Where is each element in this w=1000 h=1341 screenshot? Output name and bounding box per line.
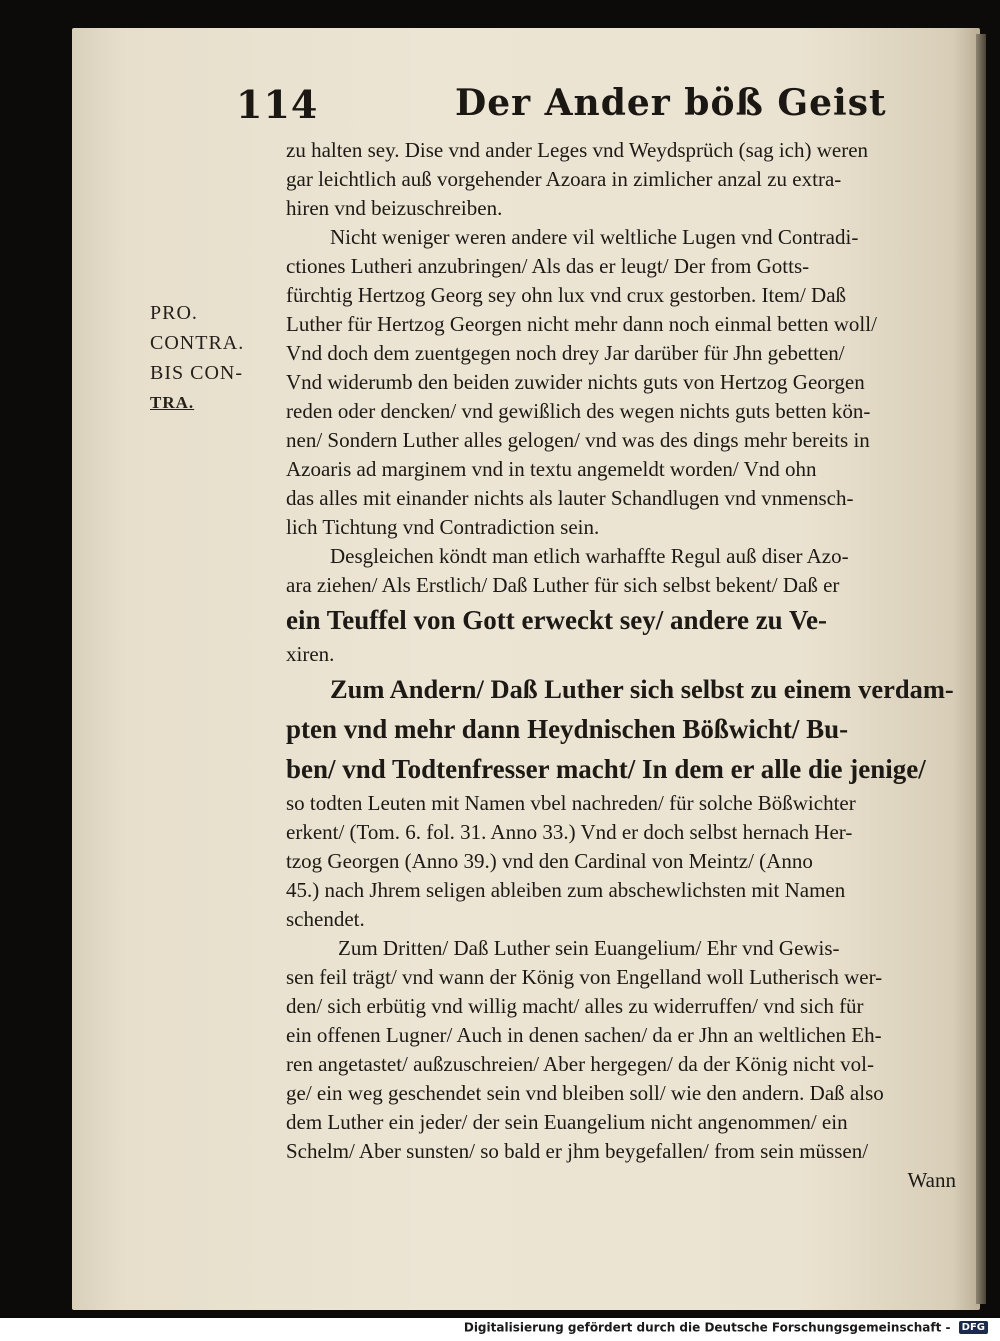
text-line: sen feil trägt/ vnd wann der König von Engelland woll Lutherisch wer- — [286, 965, 883, 989]
footer-credit: Digitalisierung gefördert durch die Deutsche Forschungsgemeinschaft - — [463, 1320, 951, 1335]
text-line: ein offenen Lugner/ Auch in denen sachen/ da er Jhn an weltlichen Eh- — [286, 1023, 882, 1047]
text-line: den/ sich erbütig vnd willig macht/ alles zu widerruffen/ vnd sich für — [286, 994, 864, 1018]
text-line: zu halten sey. Dise vnd ander Leges vnd Weydsprüch (sag ich) weren — [286, 138, 869, 162]
text-line: hiren vnd beizuschreiben. — [286, 196, 503, 220]
marginal-line: BIS CON- — [150, 362, 244, 384]
text-line: Zum Dritten/ Daß Luther sein Euangelium/ Ehr vnd Gewis- — [338, 936, 840, 960]
emphasis-line: ben/ vnd Todtenfresser macht/ In dem er alle die jenige/ — [286, 754, 926, 784]
text-line: lich Tichtung vnd Contradiction sein. — [286, 515, 600, 539]
text-line: Desgleichen köndt man etlich warhaffte Regul auß diser Azo- — [330, 544, 849, 568]
text-line: tzog Georgen (Anno 39.) vnd den Cardinal von Meintz/ (Anno — [286, 849, 813, 873]
text-line: Vnd doch dem zuentgegen noch drey Jar darüber für Jhn gebetten/ — [286, 341, 845, 365]
text-line: fürchtig Hertzog Georg sey ohn lux vnd crux gestorben. Item/ Daß — [286, 283, 847, 307]
text-line: ctiones Lutheri anzubringen/ Als das er leugt/ Der from Gotts- — [286, 254, 810, 278]
text-line: Luther für Hertzog Georgen nicht mehr dann noch einmal betten woll/ — [286, 312, 877, 336]
text-line: das alles mit einander nichts als lauter Schandlugen vnd vnmensch- — [286, 486, 854, 510]
page-number: 114 — [236, 82, 319, 127]
marginal-line: TRA. — [150, 393, 195, 412]
text-line: 45.) nach Jhrem seligen ableiben zum abschewlichsten mit Namen — [286, 878, 846, 902]
dfg-logo: DFG — [959, 1321, 988, 1334]
emphasis-line: pten vnd mehr dann Heydnischen Bößwicht/ Bu- — [286, 714, 849, 744]
text-line: Schelm/ Aber sunsten/ so bald er jhm beygefallen/ from sein müssen/ — [286, 1139, 869, 1163]
digitization-footer — [0, 1320, 988, 1341]
text-line: Vnd widerumb den beiden zuwider nichts guts von Hertzog Georgen — [286, 370, 865, 394]
text-line: ren angetastet/ außzuschreien/ Aber hergegen/ da der König nicht vol- — [286, 1052, 874, 1076]
text-line: dem Luther ein jeder/ der sein Euangelium nicht angenommen/ ein — [286, 1110, 848, 1134]
text-line: reden oder dencken/ vnd gewißlich des wegen nichts guts betten kön- — [286, 399, 871, 423]
text-line: nen/ Sondern Luther alles gelogen/ vnd was des dings mehr bereits in — [286, 428, 870, 452]
text-line: Azoaris ad marginem vnd in textu angemeldt worden/ Vnd ohn — [286, 457, 817, 481]
text-line: erkent/ (Tom. 6. fol. 31. Anno 33.) Vnd er doch selbst hernach Her- — [286, 820, 853, 844]
text-line: ge/ ein weg geschendet sein vnd bleiben soll/ wie den andern. Daß also — [286, 1081, 884, 1105]
marginal-line: PRO. — [150, 302, 198, 324]
emphasis-line: ein Teuffel von Gott erweckt sey/ andere zu Ve- — [286, 605, 827, 635]
catchword: Wann — [907, 1168, 956, 1192]
text-line: schendet. — [286, 907, 365, 931]
text-line: gar leichtlich auß vorgehender Azoara in zimlicher anzal zu extra- — [286, 167, 842, 191]
page-edge — [976, 34, 986, 1304]
body-text — [286, 136, 956, 1195]
page-header — [0, 82, 1000, 136]
text-line: ara ziehen/ Als Erstlich/ Daß Luther für sich selbst bekent/ Daß er — [286, 573, 840, 597]
text-line: so todten Leuten mit Namen vbel nachreden/ für solche Bößwichter — [286, 791, 856, 815]
marginal-note — [150, 298, 285, 418]
running-head: Der Ander böß Geist — [455, 82, 887, 124]
marginal-line: CONTRA. — [150, 332, 245, 354]
text-line: Nicht weniger weren andere vil weltliche Lugen vnd Contradi- — [330, 225, 859, 249]
emphasis-line: Zum Andern/ Daß Luther sich selbst zu einem verdam- — [330, 674, 954, 704]
text-line: xiren. — [286, 642, 335, 666]
